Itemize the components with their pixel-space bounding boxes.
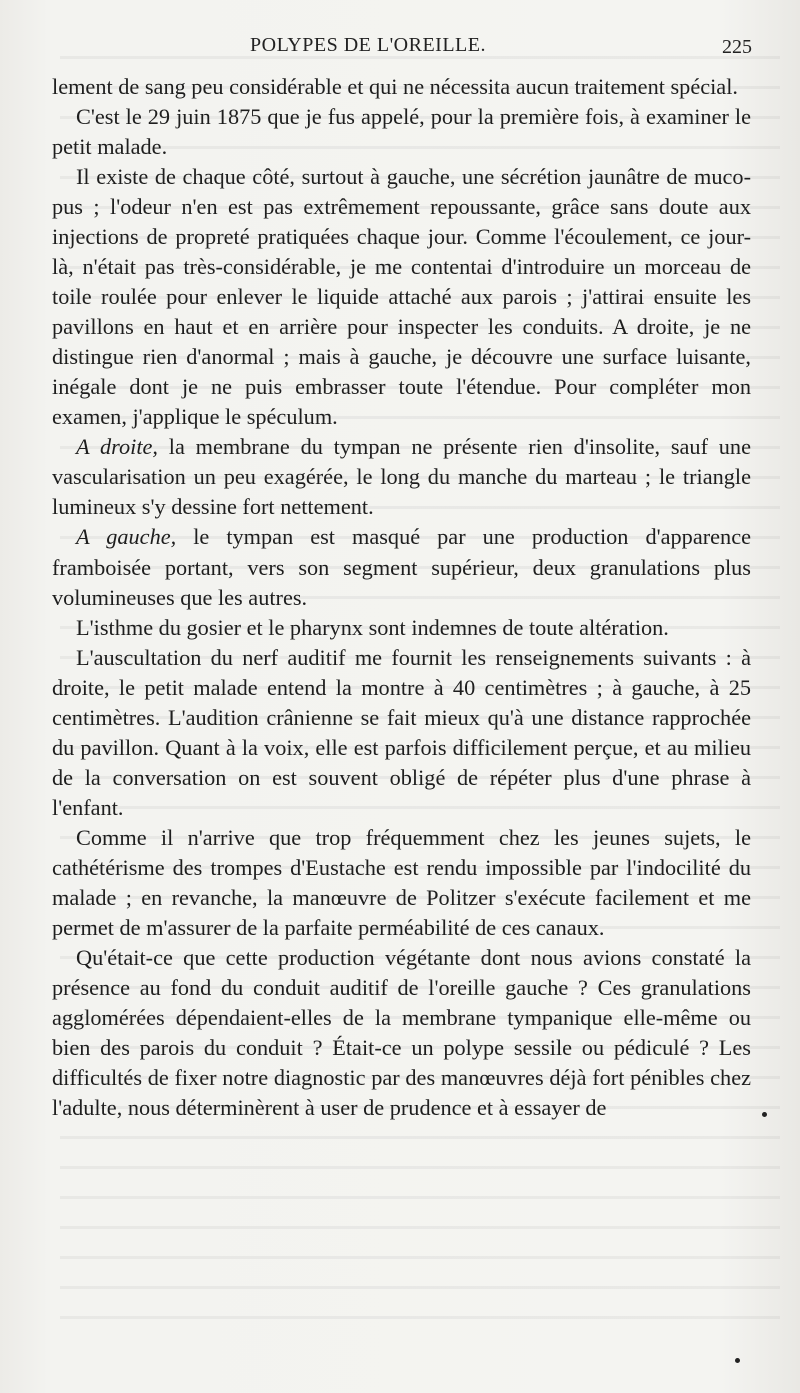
paragraph: [52, 823, 751, 943]
paragraph: [52, 102, 751, 162]
paragraph-text: le tympan est masqué par une production d'apparence framboisée portant, vers son segment supérieur, deux granulations plus volumineuses que les autres.: [52, 524, 751, 610]
paragraph: [52, 162, 751, 432]
paragraph-text: Comme il n'arrive que trop fréquemment chez les jeunes sujets, le cathétérisme des trompes d'Eustache est rendu impossible par l'indocilité du malade ; en revanche, la manœuvre de Politzer s'exécute facilement et me permet de m'assurer de la parfaite perméabilité de ces canaux.: [52, 824, 751, 940]
paragraph-text: C'est le 29 juin 1875 que je fus appelé, pour la première fois, à examiner le petit malade.: [52, 104, 751, 160]
page-header: [52, 34, 752, 64]
ink-speck: [762, 1112, 767, 1117]
paragraph-lead: A gauche,: [76, 524, 177, 550]
paragraph: [52, 72, 751, 102]
paragraph-text: Il existe de chaque côté, surtout à gauche, une sécrétion jaunâtre de muco-pus ; l'odeur n'en est pas extrêmement repoussante, grâce sans doute aux injections de propreté pratiquées chaque jour. Comme l'écoulement, ce jour-là, n'était pas très-considérable, je me contentai d'introduire un morceau de toile roulée pour enlever le liquide attaché aux parois ; j'attirai ensuite les pavillons en haut et en arrière pour inspecter les conduits. A droite, je ne distingue rien d'anormal ; mais à gauche, je découvre une surface luisante, inégale dont je ne puis embrasser toute l'étendue. Pour compléter mon examen, j'applique le spéculum.: [52, 164, 751, 430]
paragraph: [52, 613, 751, 643]
page-number: 225: [722, 36, 752, 58]
paragraph-text: L'isthme du gosier et le pharynx sont indemnes de toute altération.: [76, 614, 669, 640]
paragraph: [52, 522, 751, 612]
paragraph-text: L'auscultation du nerf auditif me fournit les renseignements suivants : à droite, le petit malade entend la montre à 40 centimètres ; à gauche, à 25 centimètres. L'audition crânienne se fait mieux qu'à une distance rapprochée du pavillon. Quant à la voix, elle est parfois difficilement perçue, et au milieu de la conversation on est souvent obligé de répéter plus d'une phrase à l'enfant.: [52, 644, 751, 820]
paragraph-text: lement de sang peu considérable et qui ne nécessita aucun traitement spécial.: [52, 74, 738, 99]
paragraph: [52, 943, 751, 1123]
paragraph-text: la membrane du tympan ne présente rien d'insolite, sauf une vascularisation un peu exagérée, le long du manche du marteau ; le triangle lumineux s'y dessine fort nettement.: [52, 434, 751, 520]
paragraph: [52, 643, 751, 823]
body-text: [52, 72, 751, 1123]
paragraph-lead: A droite,: [76, 434, 159, 460]
paragraph-text: Qu'était-ce que cette production végétante dont nous avions constaté la présence au fond du conduit auditif de l'oreille gauche ? Ces granulations agglomérées dépendaient-elles de la membrane tympanique elle-même ou bien des parois du conduit ? Était-ce un polype sessile ou pédiculé ? Les difficultés de fixer notre diagnostic par des manœuvres déjà fort pénibles chez l'adulte, nous déterminèrent à user de prudence et à essayer de: [52, 944, 751, 1121]
running-head: POLYPES DE L'OREILLE.: [250, 34, 486, 56]
paragraph: [52, 432, 751, 522]
ink-speck: [735, 1358, 740, 1363]
